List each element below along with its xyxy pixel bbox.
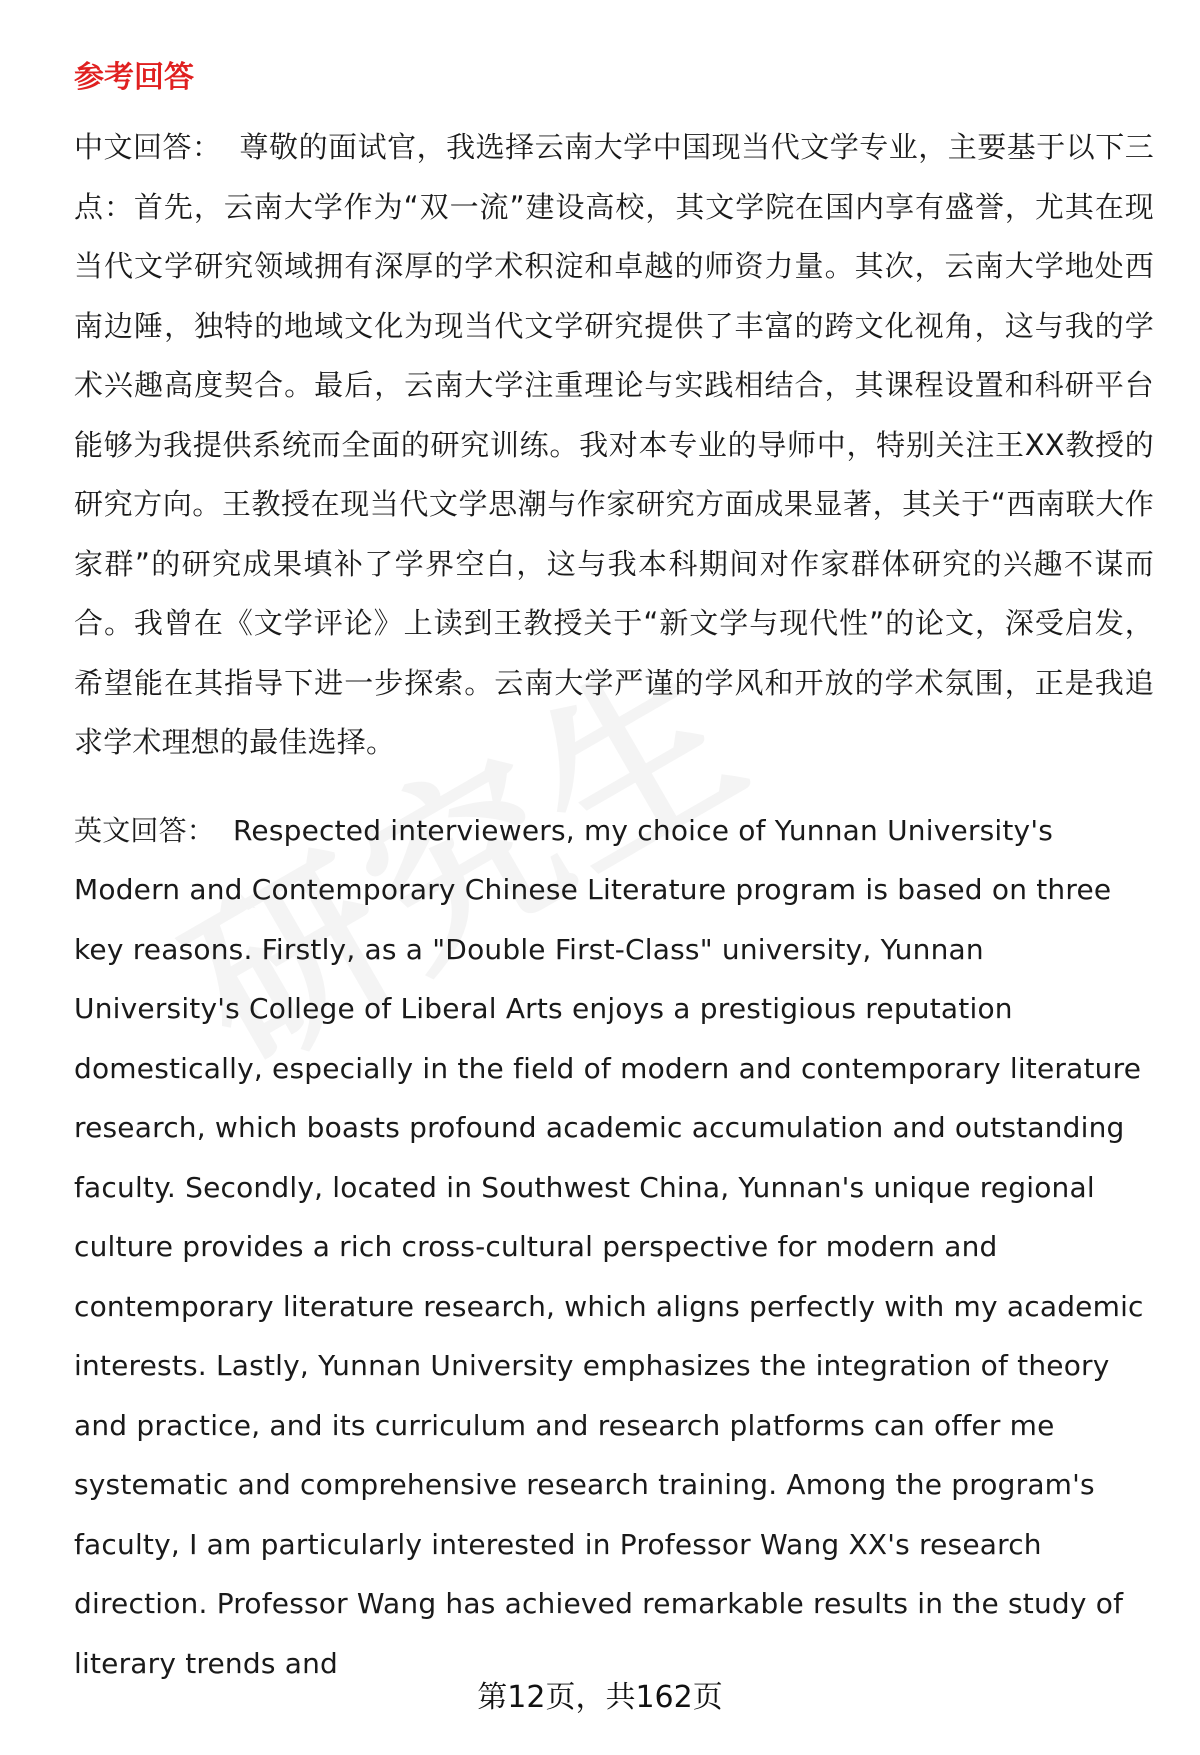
section-title: 参考回答: [74, 60, 194, 95]
chinese-answer-label: 中文回答：: [74, 130, 222, 164]
english-answer-label: 英文回答：: [74, 813, 216, 847]
document-page: [74, 56, 1154, 1693]
english-answer-paragraph: [74, 801, 1154, 1694]
chinese-answer-paragraph: [74, 118, 1154, 773]
english-answer-text: Respected interviewers, my choice of Yunnan University's Modern and Contemporary Chinese Literature program is based on three key reasons. Firstly, as a "Double First-Class" university, Yunnan University's College of Liberal Arts enjoys a prestigious reputation domestically, especially in the field of modern and contemporary literature research, which boasts profound academic accumulation and outstanding faculty. Secondly, located in Southwest China, Yunnan's unique regional culture provides a rich cross-cultural perspective for modern and contemporary literature research, which aligns perfectly with my academic interests. Lastly, Yunnan University emphasizes the integration of theory and practice, and its curriculum and research platforms can offer me systematic and comprehensive research training. Among the program's faculty, I am particularly interested in Professor Wang XX's research direction. Professor Wang has achieved remarkable results in the study of literary trends and: [74, 813, 1144, 1680]
page-number-footer: 第12页，共162页: [477, 1680, 723, 1715]
chinese-answer-text: 尊敬的面试官，我选择云南大学中国现当代文学专业，主要基于以下三点：首先，云南大学作为“双一流”建设高校，其文学院在国内享有盛誉，尤其在现当代文学研究领域拥有深厚的学术积淀和卓越的师资力量。其次，云南大学地处西南边陲，独特的地域文化为现当代文学研究提供了丰富的跨文化视角，这与我的学术兴趣高度契合。最后，云南大学注重理论与实践相结合，其课程设置和科研平台能够为我提供系统而全面的研究训练。我对本专业的导师中，特别关注王XX教授的研究方向。王教授在现当代文学思潮与作家研究方面成果显著，其关于“西南联大作家群”的研究成果填补了学界空白，这与我本科期间对作家群体研究的兴趣不谋而合。我曾在《文学评论》上读到王教授关于“新文学与现代性”的论文，深受启发，希望能在其指导下进一步探索。云南大学严谨的学风和开放的学术氛围，正是我追求学术理想的最佳选择。: [74, 130, 1154, 759]
